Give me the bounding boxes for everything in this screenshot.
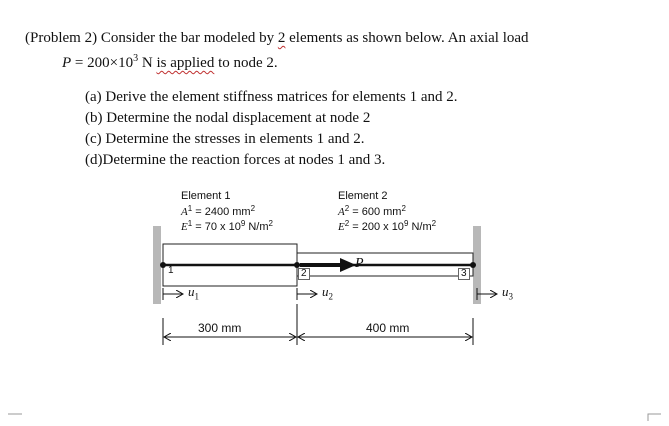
element2-modulus: $E^2 = 200$ x $10^9$ $N/m^2$ bbox=[338, 219, 437, 233]
load-label-line bbox=[366, 263, 386, 267]
u1-label: $u_1$ bbox=[188, 284, 199, 302]
question-a: (a) Derive the element stiffness matrices for elements 1 and 2. bbox=[85, 89, 458, 105]
question-b: (b) Determine the nodal displacement at node 2 bbox=[85, 110, 371, 126]
load-variable: P bbox=[62, 55, 72, 71]
element-count: 2 bbox=[277, 30, 286, 46]
load-phrase-node: to node 2. bbox=[218, 55, 278, 71]
load-unit: N bbox=[138, 55, 153, 71]
question-c: (c) Determine the stresses in elements 1 and 2. bbox=[85, 131, 365, 147]
load-phrase-applied: is applied bbox=[156, 55, 215, 71]
u3-label: $u_3$ bbox=[502, 284, 513, 302]
page-corner-mark-right bbox=[647, 413, 661, 421]
problem-intro-rest: elements as shown below. An axial load bbox=[289, 30, 529, 46]
question-d: (d)Determine the reaction forces at nodes 1 and 3. bbox=[85, 152, 386, 168]
load-equation: = 200×10 bbox=[71, 55, 134, 71]
load-arrowhead bbox=[340, 258, 356, 272]
element1-area: $A^1 = 2400$ $mm^2$ bbox=[181, 204, 256, 218]
left-wall bbox=[153, 226, 161, 304]
node-label-2: 2 bbox=[298, 268, 310, 280]
element2-area: $A^2 = 600$ $mm^2$ bbox=[338, 204, 406, 218]
node-3-dot bbox=[470, 262, 476, 268]
dim-label-300: 300 mm bbox=[198, 321, 242, 335]
element2-title: Element 2 bbox=[338, 190, 388, 202]
load-label-p: P bbox=[355, 256, 364, 271]
element1-title: Element 1 bbox=[181, 190, 231, 202]
node-label-1: 1 bbox=[168, 265, 174, 276]
u2-label: $u_2$ bbox=[322, 284, 333, 302]
element1-modulus: $E^1 = 70$ x $10^9$ $N/m^2$ bbox=[181, 219, 273, 233]
node-label-3: 3 bbox=[458, 268, 470, 280]
dim-label-400: 400 mm bbox=[366, 321, 410, 335]
load-exponent: 3 bbox=[133, 53, 139, 64]
page-corner-mark-left bbox=[8, 413, 22, 421]
problem-intro: (Problem 2) Consider the bar modeled by bbox=[25, 30, 275, 46]
